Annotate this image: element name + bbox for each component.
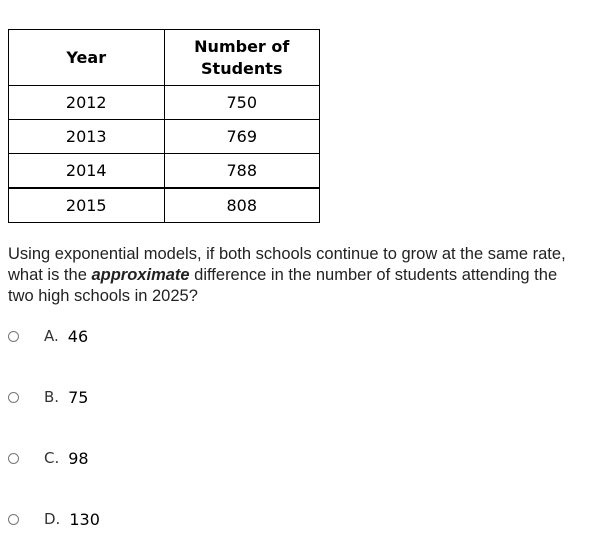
students-cell: 769 [164,120,320,154]
year-cell: 2013 [9,120,165,154]
radio-button-icon[interactable] [8,331,19,342]
question-emphasis: approximate [91,266,190,284]
column-header-students [164,30,320,86]
question-text-before: Using exponential models, if both schools continue to grow at the same rate, what is the [8,245,566,284]
radio-button-icon[interactable] [8,392,19,403]
option-letter: C. [44,449,60,467]
option-value: 75 [68,387,89,407]
table-row [9,86,320,120]
year-cell: 2012 [9,86,165,120]
option-letter: B. [44,388,60,406]
option-letter: D. [44,510,61,528]
column-header-year: Year [9,30,165,86]
column-header-students-line1: Number of [194,36,290,56]
students-cell: 788 [164,154,320,189]
table-header-row [9,30,320,86]
question-text-after: difference in the number of students attending the two high schools in 2025? [8,266,558,305]
answer-option-d[interactable] [8,507,100,531]
answer-option-a[interactable] [8,324,88,348]
option-value: 98 [68,448,89,468]
column-header-students-line2: Students [201,58,283,78]
table-row [9,120,320,154]
year-cell: 2014 [9,154,165,189]
answer-option-b[interactable] [8,385,88,409]
students-cell: 750 [164,86,320,120]
table-row [9,154,320,189]
data-table [8,29,320,223]
answer-option-c[interactable] [8,446,89,470]
option-letter: A. [44,327,59,345]
option-value: 130 [69,509,100,529]
year-cell: 2015 [9,188,165,223]
question-text [8,244,578,307]
students-cell: 808 [164,188,320,223]
radio-button-icon[interactable] [8,453,19,464]
radio-button-icon[interactable] [8,514,19,525]
option-value: 46 [67,326,89,346]
table-row [9,188,320,223]
